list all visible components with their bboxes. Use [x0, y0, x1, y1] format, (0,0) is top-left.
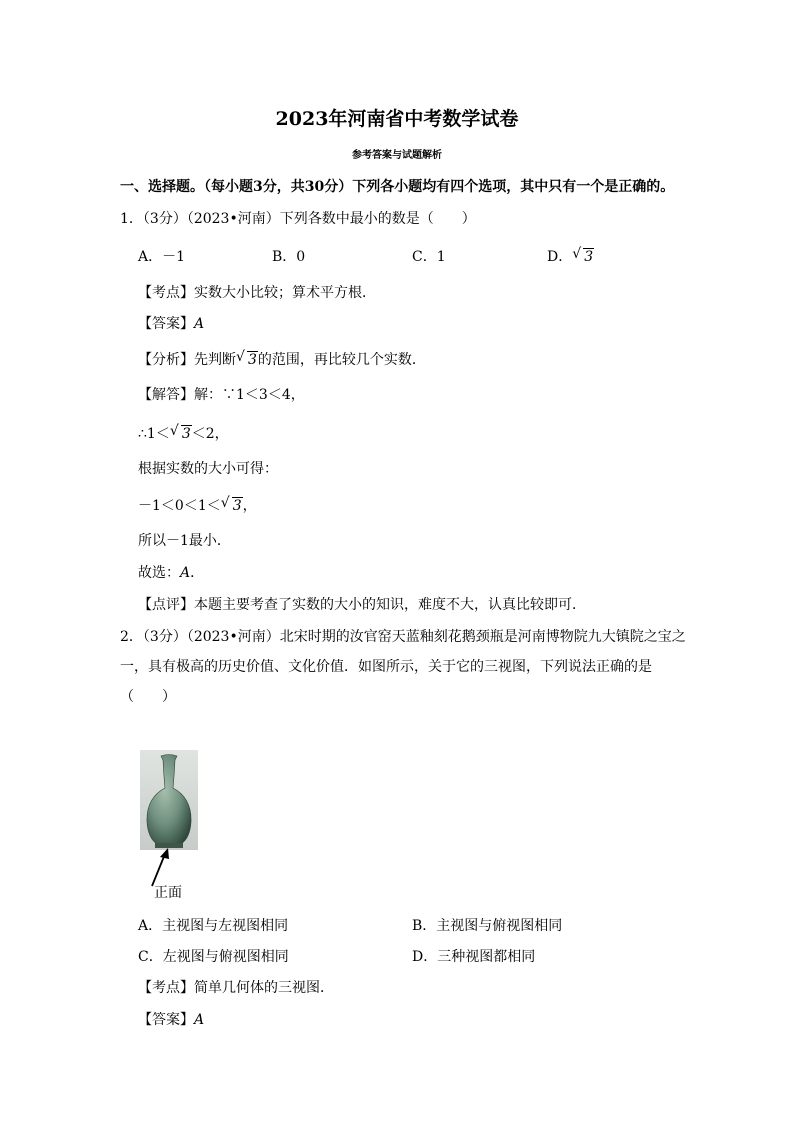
- sqrt-symbol: √ 3: [236, 349, 257, 368]
- kaodian-label: 【考点】: [138, 285, 194, 301]
- q1-jieda: [138, 384, 305, 404]
- jieda-text: 解：∵1＜3＜4，: [194, 387, 305, 403]
- q2-option-b: B．主视图与俯视图相同: [412, 918, 563, 934]
- q2-stem-line2: 一，具有极高的历史价值、文化价值．如图所示，关于它的三视图，下列说法正确的是: [120, 659, 652, 675]
- sqrt-symbol: √ 3: [572, 246, 594, 265]
- dianping-text: 本题主要考查了实数的大小的知识，难度不大，认真比较即可．: [194, 597, 586, 613]
- sqrt-symbol: √ 3: [220, 495, 242, 514]
- q1-solution-line2: ∴1＜ √ 3＜2，: [138, 423, 229, 442]
- q1-option-c: C．1: [412, 249, 446, 265]
- daan-label: 【答案】: [138, 1012, 194, 1028]
- daan-text: A: [194, 316, 205, 332]
- q2-daan: [138, 1009, 204, 1029]
- kaodian-text: 简单几何体的三视图．: [194, 980, 334, 996]
- q1-solution-line5: 所以－1最小．: [138, 533, 231, 549]
- dianping-label: 【点评】: [138, 597, 194, 613]
- q2-kaodian: [138, 977, 334, 997]
- kaodian-label: 【考点】: [138, 980, 194, 996]
- page-subtitle: 参考答案与试题解析: [352, 150, 442, 161]
- q1-kaodian: [138, 282, 376, 302]
- section-heading: 一、选择题。（每小题3分，共30分）下列各小题均有四个选项，其中只有一个是正确的。: [120, 179, 675, 195]
- figure-label: 正面: [154, 885, 182, 901]
- daan-label: 【答案】: [138, 316, 194, 332]
- vase-drawing: [140, 750, 198, 850]
- kaodian-text: 实数大小比较；算术平方根．: [194, 285, 376, 301]
- q2-stem-line1: 2．（3分）（2023•河南）北宋时期的汝官窑天蓝釉刻花鹅颈瓶是河南博物院九大镇院之宝之: [120, 629, 686, 645]
- q1-option-d: [547, 246, 594, 266]
- fenxi-label: 【分析】: [138, 352, 194, 368]
- q1-solution-line3: 根据实数的大小可得：: [138, 461, 278, 477]
- q1-option-d-prefix: D．: [547, 249, 573, 265]
- fenxi-post: 的范围，再比较几个实数．: [257, 352, 426, 368]
- jieda-label: 【解答】: [138, 387, 194, 403]
- q2-option-c: C．左视图与俯视图相同: [138, 949, 289, 965]
- q1-fenxi: [138, 349, 426, 369]
- q1-option-a: A．－1: [138, 249, 186, 265]
- q1-solution-line6: 故选：A．: [138, 565, 205, 581]
- q1-daan: [138, 313, 204, 333]
- q1-option-b: B．0: [272, 249, 306, 265]
- q1-dianping: [138, 594, 586, 614]
- q2-option-a: A．主视图与左视图相同: [138, 918, 289, 934]
- sqrt-symbol: √ 3: [169, 423, 191, 442]
- q2-option-d: D．三种视图都相同: [412, 949, 536, 965]
- page-title: 2023年河南省中考数学试卷: [275, 108, 519, 130]
- daan-text: A: [194, 1012, 205, 1028]
- q1-stem: 1．（3分）（2023•河南）下列各数中最小的数是（ ）: [120, 211, 476, 227]
- fenxi-pre: 先判断: [194, 352, 236, 368]
- vase-image: [140, 750, 198, 850]
- q1-solution-line4: －1＜0＜1＜ √ 3，: [138, 495, 257, 514]
- q2-stem-line3: （ ）: [120, 689, 176, 705]
